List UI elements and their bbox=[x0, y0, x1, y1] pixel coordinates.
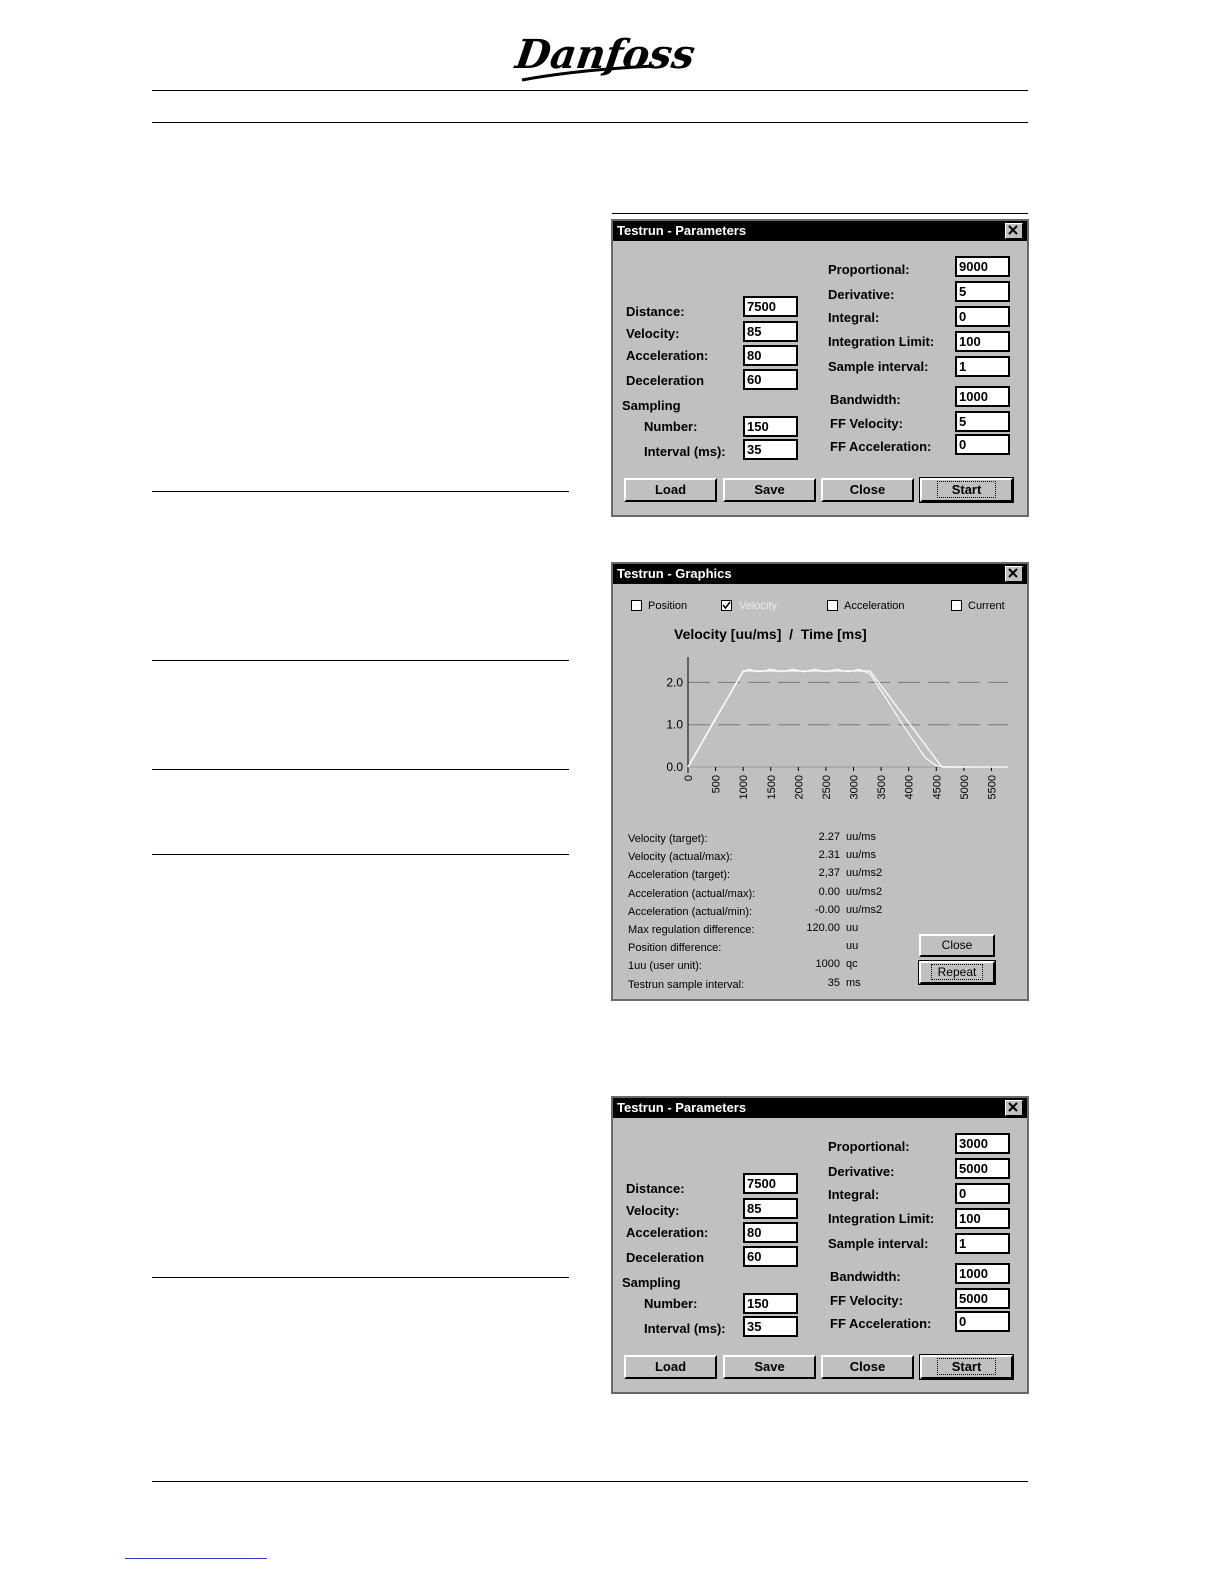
derivative-label: Derivative: bbox=[828, 287, 895, 302]
interval-label: Interval (ms): bbox=[644, 1321, 726, 1336]
ff-acceleration-label: FF Acceleration: bbox=[830, 1316, 932, 1331]
x-tick-label: 3000 bbox=[848, 775, 861, 800]
stat-unit: qc bbox=[846, 958, 858, 970]
interval-field[interactable]: 35 bbox=[743, 1316, 798, 1337]
derivative-field[interactable]: 5 bbox=[955, 281, 1010, 302]
ff-velocity-field[interactable]: 5 bbox=[955, 411, 1010, 432]
distance-label: Distance: bbox=[626, 304, 685, 319]
header-rule-bottom bbox=[152, 122, 1028, 123]
x-tick-label: 5000 bbox=[958, 775, 971, 800]
stat-unit: uu bbox=[846, 940, 859, 952]
stat-unit: uu/ms bbox=[846, 849, 876, 861]
ff-velocity-label: FF Velocity: bbox=[830, 1293, 903, 1308]
header-rule-top bbox=[152, 90, 1028, 91]
integral-label: Integral: bbox=[828, 1187, 880, 1202]
sample-interval-label: Sample interval: bbox=[828, 1236, 929, 1251]
window-title: Testrun - Parameters bbox=[617, 1100, 747, 1115]
testrun-parameters-window bbox=[611, 219, 1029, 517]
repeat-button-label: Repeat bbox=[931, 964, 984, 980]
deceleration-field[interactable]: 60 bbox=[743, 369, 798, 390]
integration-limit-field[interactable]: 100 bbox=[955, 331, 1010, 352]
logo-wordmark: Danfoss bbox=[512, 31, 698, 78]
proportional-field[interactable]: 9000 bbox=[955, 256, 1010, 277]
start-button[interactable] bbox=[920, 1355, 1013, 1379]
stat-value: 120.00 bbox=[806, 922, 840, 934]
section-rule bbox=[612, 213, 1028, 214]
x-tick-label: 1000 bbox=[738, 775, 751, 800]
close-icon[interactable] bbox=[1005, 1100, 1023, 1116]
y-tick-label: 0.0 bbox=[666, 760, 683, 774]
integral-field[interactable]: 0 bbox=[955, 306, 1010, 327]
window-title: Testrun - Graphics bbox=[617, 566, 732, 581]
deceleration-label: Deceleration bbox=[626, 373, 705, 388]
velocity-field[interactable]: 85 bbox=[743, 1198, 798, 1219]
derivative-label: Derivative: bbox=[828, 1164, 895, 1179]
bandwidth-field[interactable]: 1000 bbox=[955, 386, 1010, 407]
bandwidth-field[interactable]: 1000 bbox=[955, 1263, 1010, 1284]
stat-label: Acceleration (actual/min): bbox=[628, 906, 753, 918]
distance-field[interactable]: 7500 bbox=[743, 1173, 798, 1194]
sampling-label: Sampling bbox=[622, 398, 681, 413]
integral-label: Integral: bbox=[828, 310, 880, 325]
acceleration-field[interactable]: 80 bbox=[743, 1222, 798, 1243]
stat-unit: uu/ms bbox=[846, 831, 876, 843]
velocity-label: Velocity: bbox=[626, 1203, 680, 1218]
stat-value: 35 bbox=[827, 977, 840, 989]
stat-unit: uu/ms2 bbox=[846, 886, 883, 898]
velocity-field[interactable]: 85 bbox=[743, 321, 798, 342]
proportional-field[interactable]: 3000 bbox=[955, 1133, 1010, 1154]
deceleration-label: Deceleration bbox=[626, 1250, 705, 1265]
close-icon[interactable] bbox=[1005, 223, 1023, 239]
integration-limit-label: Integration Limit: bbox=[828, 334, 935, 349]
repeat-button[interactable] bbox=[919, 961, 995, 984]
ff-velocity-label: FF Velocity: bbox=[830, 416, 903, 431]
interval-label: Interval (ms): bbox=[644, 444, 726, 459]
number-field[interactable]: 150 bbox=[743, 416, 798, 437]
start-button-label: Start bbox=[937, 1358, 997, 1375]
x-tick-label: 0 bbox=[683, 775, 695, 782]
close-button[interactable]: Close bbox=[821, 1355, 914, 1379]
acceleration-checkbox-label: Acceleration bbox=[844, 600, 905, 612]
bandwidth-label: Bandwidth: bbox=[830, 392, 901, 407]
sample-interval-field[interactable]: 1 bbox=[955, 1233, 1010, 1254]
x-tick-label: 5500 bbox=[986, 775, 999, 800]
stat-unit: ms bbox=[846, 977, 861, 989]
stat-unit: uu/ms2 bbox=[846, 904, 883, 916]
stat-value: 2,37 bbox=[818, 867, 840, 879]
sampling-label: Sampling bbox=[622, 1275, 681, 1290]
stat-label: Testrun sample interval: bbox=[628, 979, 745, 991]
current-checkbox[interactable] bbox=[951, 600, 962, 611]
velocity-label: Velocity: bbox=[626, 326, 680, 341]
x-tick-label: 2000 bbox=[793, 775, 806, 800]
velocity-checkbox[interactable] bbox=[721, 600, 732, 611]
bandwidth-label: Bandwidth: bbox=[830, 1269, 901, 1284]
stat-label: Acceleration (target): bbox=[628, 869, 731, 881]
y-tick-label: 2.0 bbox=[666, 675, 683, 690]
graphics-close-button[interactable]: Close bbox=[919, 934, 995, 957]
distance-label: Distance: bbox=[626, 1181, 685, 1196]
x-tick-label: 2500 bbox=[820, 775, 833, 800]
number-label: Number: bbox=[644, 1296, 698, 1311]
danfoss-logo bbox=[512, 26, 698, 86]
checkmark-icon bbox=[722, 601, 731, 610]
save-button[interactable]: Save bbox=[723, 478, 816, 502]
start-button[interactable] bbox=[920, 478, 1013, 502]
number-label: Number: bbox=[644, 419, 698, 434]
position-checkbox-label: Position bbox=[648, 600, 688, 612]
text-rule-4 bbox=[152, 854, 569, 855]
x-tick-label: 3500 bbox=[876, 775, 889, 800]
save-button[interactable]: Save bbox=[723, 1355, 816, 1379]
window-title: Testrun - Parameters bbox=[617, 223, 747, 238]
deceleration-field[interactable]: 60 bbox=[743, 1246, 798, 1267]
proportional-label: Proportional: bbox=[828, 1139, 910, 1154]
velocity-series-2 bbox=[688, 669, 975, 767]
x-tick-label: 4500 bbox=[931, 775, 944, 800]
integration-limit-field[interactable]: 100 bbox=[955, 1208, 1010, 1229]
sample-interval-field[interactable]: 1 bbox=[955, 356, 1010, 377]
text-rule-1 bbox=[152, 491, 569, 492]
acceleration-field[interactable]: 80 bbox=[743, 345, 798, 366]
testrun-graphics-window bbox=[611, 562, 1029, 1001]
testrun-parameters-window-2 bbox=[611, 1096, 1029, 1394]
y-tick-label: 1.0 bbox=[666, 717, 683, 732]
velocity-checkbox-label: Velocity bbox=[739, 600, 777, 612]
ff-acceleration-label: FF Acceleration: bbox=[830, 439, 932, 454]
stat-label: Max regulation difference: bbox=[628, 924, 755, 936]
stat-unit: uu bbox=[846, 922, 859, 934]
integration-limit-label: Integration Limit: bbox=[828, 1211, 935, 1226]
acceleration-label: Acceleration: bbox=[626, 348, 709, 363]
stat-label: Velocity (target): bbox=[628, 833, 708, 845]
integral-field[interactable]: 0 bbox=[955, 1183, 1010, 1204]
close-button[interactable]: Close bbox=[821, 478, 914, 502]
window-titlebar bbox=[613, 221, 1027, 241]
x-tick-label: 500 bbox=[710, 775, 723, 794]
chart-title: Velocity [uu/ms] / Time [ms] bbox=[674, 626, 867, 642]
position-checkbox[interactable] bbox=[631, 600, 642, 611]
x-tick-label: 1500 bbox=[765, 775, 778, 800]
load-button[interactable]: Load bbox=[624, 1355, 717, 1379]
stat-value: 2.27 bbox=[818, 831, 840, 843]
stat-unit: uu/ms2 bbox=[846, 867, 883, 879]
ff-acceleration-field[interactable]: 0 bbox=[955, 1311, 1010, 1332]
text-rule-3 bbox=[152, 769, 569, 770]
footer-link-underline bbox=[125, 1558, 267, 1559]
ff-acceleration-field[interactable]: 0 bbox=[955, 434, 1010, 455]
sample-interval-label: Sample interval: bbox=[828, 359, 929, 374]
stat-label: Acceleration (actual/max): bbox=[628, 888, 756, 900]
footer-rule bbox=[152, 1481, 1028, 1482]
window-titlebar bbox=[613, 1098, 1027, 1118]
x-tick-label: 4000 bbox=[903, 775, 916, 800]
stat-value: 1000 bbox=[815, 958, 840, 970]
velocity-chart bbox=[621, 652, 1021, 812]
text-rule-5 bbox=[152, 1277, 569, 1278]
velocity-series-1 bbox=[688, 671, 1008, 767]
ff-velocity-field[interactable]: 5000 bbox=[955, 1288, 1010, 1309]
derivative-field[interactable]: 5000 bbox=[955, 1158, 1010, 1179]
stat-label: Position difference: bbox=[628, 942, 722, 954]
stat-value: 2.31 bbox=[818, 849, 840, 861]
stat-value: -0.00 bbox=[814, 904, 840, 916]
proportional-label: Proportional: bbox=[828, 262, 910, 277]
load-button[interactable]: Load bbox=[624, 478, 717, 502]
acceleration-label: Acceleration: bbox=[626, 1225, 709, 1240]
stat-value: 0.00 bbox=[818, 886, 840, 898]
stat-label: 1uu (user unit): bbox=[628, 960, 702, 972]
current-checkbox-label: Current bbox=[968, 600, 1005, 612]
window-titlebar bbox=[613, 564, 1027, 584]
distance-field[interactable]: 7500 bbox=[743, 296, 798, 317]
number-field[interactable]: 150 bbox=[743, 1293, 798, 1314]
start-button-label: Start bbox=[937, 481, 997, 498]
text-rule-2 bbox=[152, 660, 569, 661]
stat-label: Velocity (actual/max): bbox=[628, 851, 733, 863]
close-icon[interactable] bbox=[1005, 566, 1023, 582]
acceleration-checkbox[interactable] bbox=[827, 600, 838, 611]
interval-field[interactable]: 35 bbox=[743, 439, 798, 460]
